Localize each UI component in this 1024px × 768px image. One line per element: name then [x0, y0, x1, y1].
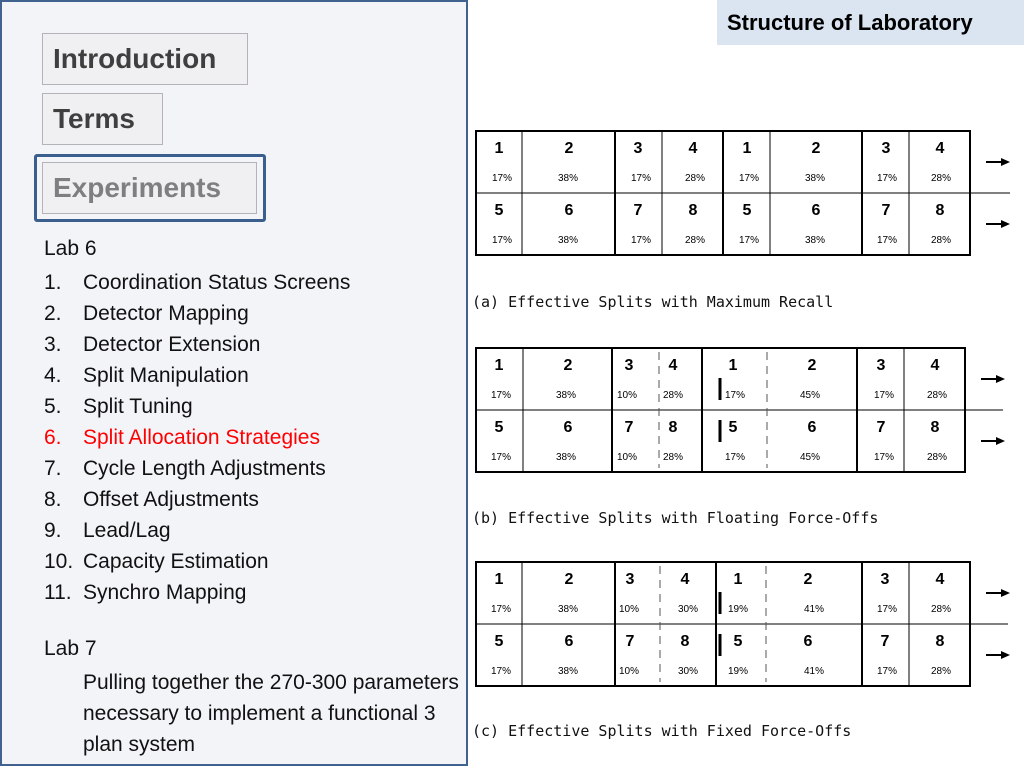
phase-number: 6	[564, 633, 574, 650]
phase-number: 1	[733, 571, 743, 588]
split-percent: 28%	[926, 452, 948, 463]
split-percent: 38%	[557, 604, 579, 615]
split-percent: 17%	[876, 235, 898, 246]
ring-barrier	[722, 131, 724, 255]
split-percent: 19%	[727, 666, 749, 677]
split-percent: 10%	[616, 390, 638, 401]
phase-number: 2	[807, 357, 817, 374]
phase-number: 2	[803, 571, 813, 588]
lab6-item-number: 11.	[44, 581, 72, 604]
lab6-item-label: Detector Mapping	[83, 302, 249, 325]
phase-number: 2	[563, 357, 573, 374]
lab7-heading: Lab 7	[44, 637, 97, 660]
split-percent: 17%	[490, 390, 512, 401]
phase-number: 3	[633, 140, 643, 157]
lab6-item-label: Split Tuning	[83, 395, 193, 418]
phase-number: 8	[930, 419, 940, 436]
phase-number: 8	[668, 419, 678, 436]
lab6-item-number: 1.	[44, 271, 62, 294]
split-percent: 28%	[930, 666, 952, 677]
ring-barrier	[701, 348, 703, 472]
split-percent: 17%	[876, 173, 898, 184]
split-percent: 19%	[727, 604, 749, 615]
split-percent: 28%	[662, 390, 684, 401]
phase-number: 5	[728, 419, 738, 436]
lab6-item-number: 9.	[44, 519, 62, 542]
phase-number: 2	[564, 571, 574, 588]
split-percent: 45%	[799, 390, 821, 401]
phase-number: 7	[876, 419, 886, 436]
split-percent: 28%	[930, 604, 952, 615]
ring-barrier	[614, 562, 616, 686]
ring-barrier	[715, 562, 717, 686]
phase-number: 3	[881, 140, 891, 157]
phase-number: 7	[880, 633, 890, 650]
split-percent: 17%	[490, 666, 512, 677]
arrow-head-icon	[1001, 158, 1010, 166]
phase-number: 4	[688, 140, 698, 157]
ring-barrier	[856, 348, 858, 472]
phase-number: 4	[935, 571, 945, 588]
lab6-item-label: Capacity Estimation	[83, 550, 269, 573]
lab7-description: Pulling together the 270-300 parameters necessary to implement a functional 3 plan system	[83, 671, 459, 756]
phase-number: 7	[624, 419, 634, 436]
terms-button[interactable]: Terms	[42, 93, 163, 145]
phase-number: 8	[935, 202, 945, 219]
arrow-head-icon	[1001, 220, 1010, 228]
split-percent: 28%	[926, 390, 948, 401]
lab6-item-number: 7.	[44, 457, 62, 480]
phase-number: 6	[564, 202, 574, 219]
phase-number: 3	[625, 571, 635, 588]
split-percent: 10%	[618, 604, 640, 615]
phase-number: 8	[935, 633, 945, 650]
split-percent: 17%	[724, 390, 746, 401]
split-percent: 28%	[930, 235, 952, 246]
phase-number: 4	[930, 357, 940, 374]
lab6-item-label: Coordination Status Screens	[83, 271, 351, 294]
phase-number: 1	[742, 140, 752, 157]
split-percent: 38%	[557, 235, 579, 246]
split-percent: 17%	[490, 604, 512, 615]
phase-number: 1	[728, 357, 738, 374]
phase-number: 1	[494, 140, 504, 157]
page-title: Structure of Laboratory	[717, 0, 1024, 45]
phase-number: 1	[494, 571, 504, 588]
arrow-head-icon	[996, 437, 1005, 445]
lab6-item-number: 4.	[44, 364, 62, 387]
split-percent: 17%	[876, 604, 898, 615]
split-percent: 17%	[491, 235, 513, 246]
split-percent: 30%	[677, 666, 699, 677]
split-percent: 17%	[873, 390, 895, 401]
caption-b: (b) Effective Splits with Floating Force-Offs	[472, 509, 879, 527]
split-percent: 38%	[557, 173, 579, 184]
phase-number: 7	[881, 202, 891, 219]
split-percent: 17%	[738, 235, 760, 246]
phase-number: 5	[494, 202, 504, 219]
split-percent: 41%	[803, 604, 825, 615]
phase-number: 3	[624, 357, 634, 374]
caption-c: (c) Effective Splits with Fixed Force-Offs	[472, 722, 852, 740]
split-percent: 28%	[662, 452, 684, 463]
lab6-heading: Lab 6	[44, 237, 97, 260]
split-percent: 17%	[724, 452, 746, 463]
split-percent: 10%	[618, 666, 640, 677]
lab6-item-number: 6.	[44, 426, 62, 449]
split-percent: 38%	[804, 173, 826, 184]
split-percent: 28%	[930, 173, 952, 184]
split-percent: 17%	[873, 452, 895, 463]
split-percent: 38%	[557, 666, 579, 677]
phase-number: 2	[811, 140, 821, 157]
introduction-button[interactable]: Introduction	[42, 33, 248, 85]
lab6-item-label: Synchro Mapping	[83, 581, 247, 604]
split-percent: 17%	[876, 666, 898, 677]
phase-number: 6	[807, 419, 817, 436]
phase-number: 6	[803, 633, 813, 650]
split-percent: 17%	[738, 173, 760, 184]
lab6-item-label: Cycle Length Adjustments	[83, 457, 326, 480]
phase-number: 7	[625, 633, 635, 650]
lab6-item-number: 3.	[44, 333, 62, 356]
ring-barrier	[611, 348, 613, 472]
lab6-item-number: 8.	[44, 488, 62, 511]
lab6-item-label: Split Allocation Strategies	[83, 426, 320, 449]
phase-number: 4	[935, 140, 945, 157]
phase-number: 8	[680, 633, 690, 650]
phase-number: 3	[880, 571, 890, 588]
phase-number: 4	[668, 357, 678, 374]
phase-number: 5	[733, 633, 743, 650]
split-percent: 28%	[684, 173, 706, 184]
force-off-marker	[719, 634, 722, 656]
arrow-head-icon	[1001, 651, 1010, 659]
split-percent: 30%	[677, 604, 699, 615]
phase-number: 4	[680, 571, 690, 588]
phase-number: 3	[876, 357, 886, 374]
phase-number: 6	[811, 202, 821, 219]
lab6-item-number: 2.	[44, 302, 62, 325]
split-percent: 17%	[630, 235, 652, 246]
phase-number: 7	[633, 202, 643, 219]
lab6-item-number: 10.	[44, 550, 74, 573]
phase-number: 5	[494, 419, 504, 436]
ring-barrier	[861, 562, 863, 686]
arrow-head-icon	[996, 375, 1005, 383]
phase-number: 5	[494, 633, 504, 650]
force-off-marker	[719, 420, 722, 442]
lab6-item-number: 5.	[44, 395, 62, 418]
split-percent: 28%	[684, 235, 706, 246]
caption-a: (a) Effective Splits with Maximum Recall	[472, 293, 834, 311]
force-off-marker	[719, 592, 722, 614]
split-percent: 38%	[555, 452, 577, 463]
ring-barrier	[614, 131, 616, 255]
phase-number: 6	[563, 419, 573, 436]
ring-barrier	[861, 131, 863, 255]
split-percent: 38%	[555, 390, 577, 401]
split-percent: 10%	[616, 452, 638, 463]
force-off-marker	[719, 378, 722, 400]
split-percent: 38%	[804, 235, 826, 246]
lab6-item-label: Offset Adjustments	[83, 488, 259, 511]
phase-number: 5	[742, 202, 752, 219]
lab6-item-label: Detector Extension	[83, 333, 261, 356]
lab6-item-label: Split Manipulation	[83, 364, 249, 387]
split-percent: 45%	[799, 452, 821, 463]
split-percent: 41%	[803, 666, 825, 677]
split-percent: 17%	[630, 173, 652, 184]
split-percent: 17%	[491, 173, 513, 184]
lab6-item-label: Lead/Lag	[83, 519, 171, 542]
phase-number: 2	[564, 140, 574, 157]
arrow-head-icon	[1001, 589, 1010, 597]
experiments-button[interactable]: Experiments	[42, 162, 257, 214]
split-percent: 17%	[490, 452, 512, 463]
phase-number: 8	[688, 202, 698, 219]
phase-number: 1	[494, 357, 504, 374]
